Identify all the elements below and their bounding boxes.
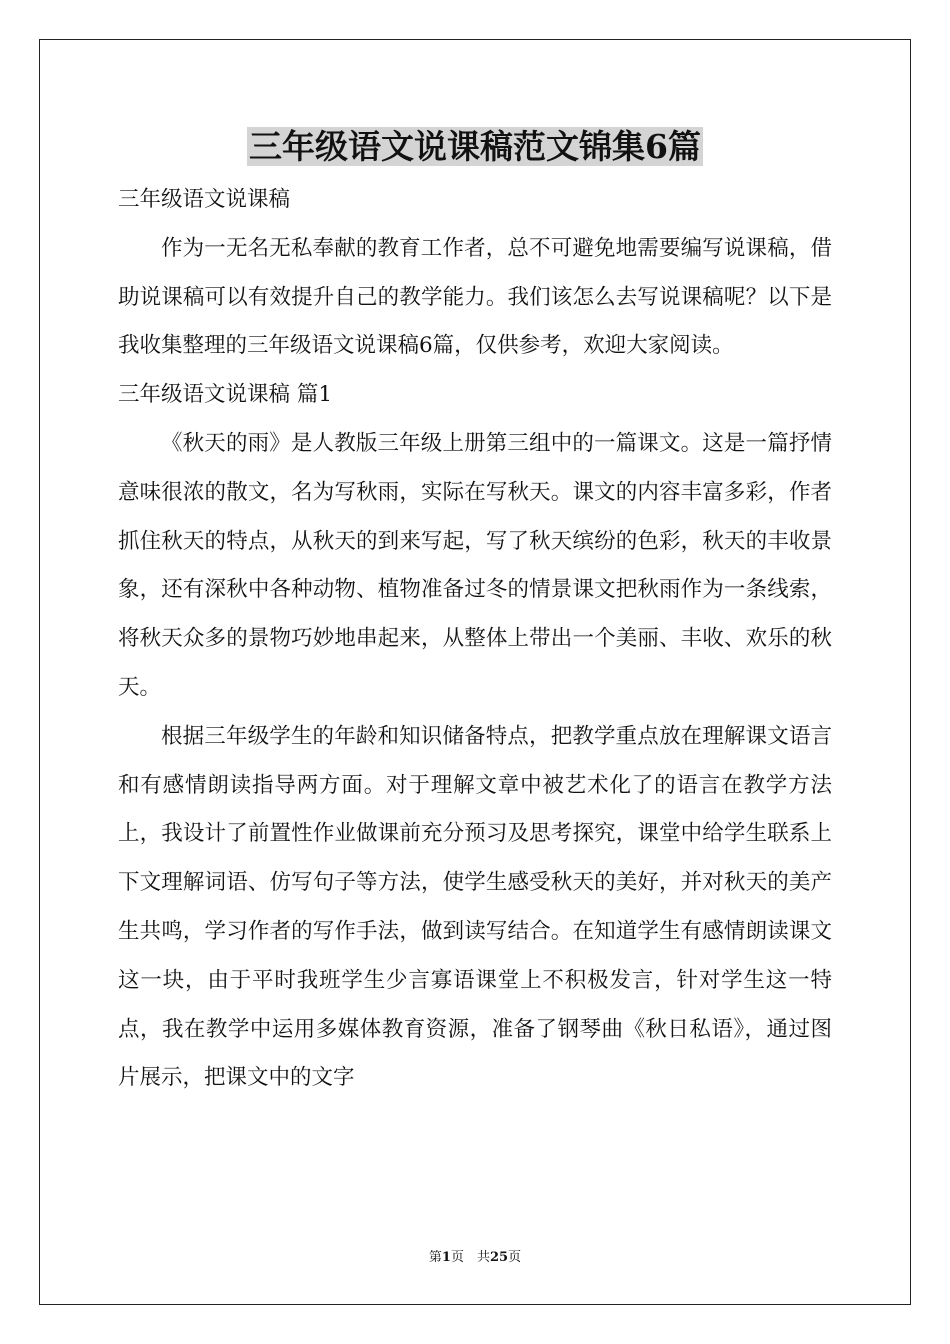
footer-mid: 页 共 bbox=[450, 1250, 490, 1265]
footer-suffix: 页 bbox=[508, 1250, 522, 1265]
document-title-text: 三年级语文说课稿范文锦集6篇 bbox=[249, 127, 701, 166]
footer-prefix: 第 bbox=[428, 1250, 442, 1265]
document-subtitle: 三年级语文说课稿 bbox=[118, 187, 291, 212]
page-footer bbox=[0, 1246, 950, 1265]
document-body bbox=[118, 176, 832, 1103]
body-paragraph: 根据三年级学生的年龄和知识储备特点，把教学重点放在理解课文语言和有感情朗读指导两方面。对于理解文章中被艺术化了的语言在教学方法上，我设计了前置性作业做课前充分预习及思考探究，课堂中给学生联系上下文理解词语、仿写句子等方法，使学生感受秋天的美好，并对秋天的美产生共鸣，学习作者的写作手法，做到读写结合。在知道学生有感情朗读课文这一块，由于平时我班学生少言寡语课堂上不积极发言，针对学生这一特点，我在教学中运用多媒体教育资源，准备了钢琴曲《秋日私语》，通过图片展示，把课文中的文字 bbox=[118, 723, 832, 1091]
footer-current-page: 1 bbox=[441, 1250, 451, 1265]
section-heading: 三年级语文说课稿 篇1 bbox=[118, 382, 333, 408]
intro-paragraph: 作为一无名无私奉献的教育工作者，总不可避免地需要编写说课稿，借助说课稿可以有效提升自己的教学能力。我们该怎么去写说课稿呢？以下是我收集整理的三年级语文说课稿6篇，仅供参考，欢迎大家阅读。 bbox=[118, 235, 832, 359]
body-paragraph: 《秋天的雨》是人教版三年级上册第三组中的一篇课文。这是一篇抒情意味很浓的散文，名为写秋雨，实际在写秋天。课文的内容丰富多彩，作者抓住秋天的特点，从秋天的到来写起，写了秋天缤纷的色彩，秋天的丰收景象，还有深秋中各种动物、植物准备过冬的情景课文把秋雨作为一条线索，将秋天众多的景物巧妙地串起来，从整体上带出一个美丽、丰收、欢乐的秋天。 bbox=[118, 430, 832, 700]
document-title bbox=[0, 124, 950, 170]
footer-total-pages: 25 bbox=[489, 1250, 509, 1265]
